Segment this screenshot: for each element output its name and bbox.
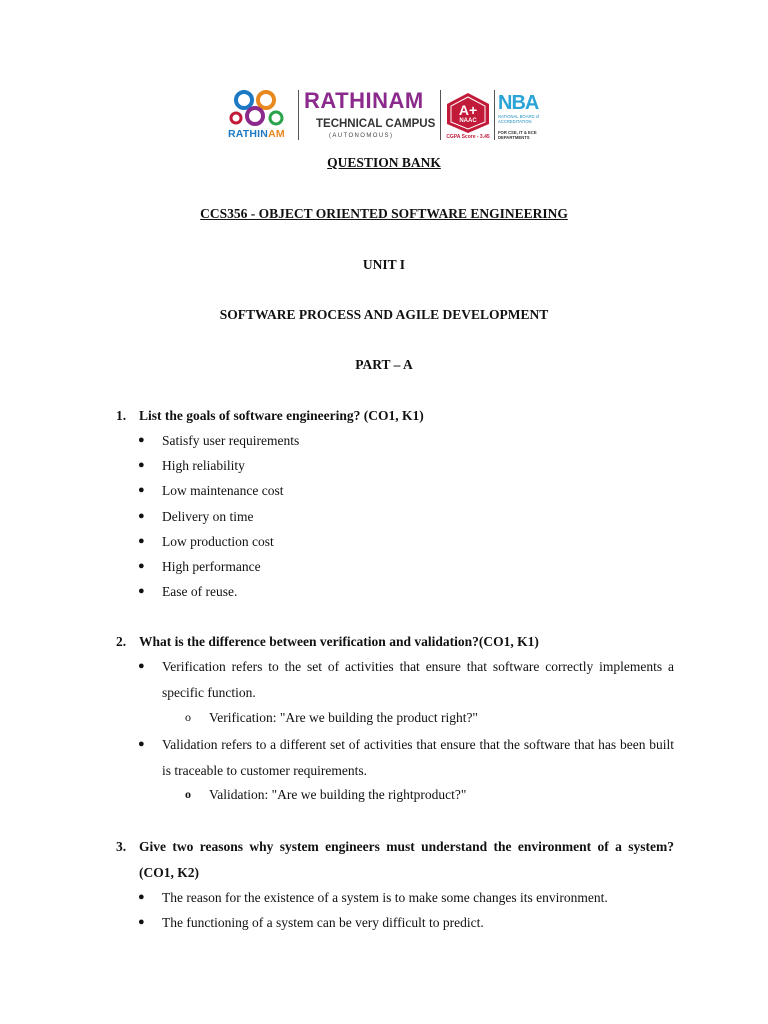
bullet-icon: ● [138, 891, 145, 903]
nba-full-name: NATIONAL BOARD of ACCREDITATION [498, 114, 540, 124]
question-1 [116, 403, 676, 429]
document-page: RATHINAM RATHINAM TECHNICAL CAMPUS (AUTONOMOUS) A+ NAAC CGPA Score - 3.45 NBA NATIONAL BOARD of ACCREDITATION FOR CSE, IT & ECE DEPARTMENTS QUESTION BANK CCS356 - OBJECT ORIENTED SOFTWARE ENGINEERING UNIT I SOFTWARE PROCESS AND AGILE DEVELOPMENT PART – A 1. List the goals of software engineering? (CO1, K1) ● Satisfy user requirements ● High reliability ● Low maintenance cost ● Delivery on time ● Low production cost ● High performance ● Ease of reuse. 2. What is the difference between verification and validation?(CO1, K1) ● Verification refers to the set of activities that ensure that software correctly implements a specific function. o Verification: "Are we building the product right?" ● Validation refers to a different set of activities that ensure that the software that has been built is traceable to customer requirements. o Validation: "Are we building the rightproduct?" 3. Give two reasons why system engineers must understand the environment of a system? (CO1, K2) ● The reason for the existence of a system is to make some changes its environment. ● The functioning of a system can be very difficult to predict. [0, 0, 768, 1024]
question-text: What is the difference between verification and validation?(CO1, K1) [139, 634, 539, 649]
naac-badge [444, 92, 492, 140]
bullet-icon: ● [138, 510, 145, 522]
naac-grade: A+ [458, 102, 478, 118]
unit-number: UNIT I [362, 257, 406, 272]
rathinam-technical-campus-logo [304, 90, 438, 142]
autonomous-label: (AUTONOMOUS) [329, 133, 394, 139]
circle-bullet-icon: o [185, 787, 191, 801]
course-title: CCS356 - OBJECT ORIENTED SOFTWARE ENGINEERING [200, 206, 568, 221]
rings-emblem-icon [226, 86, 294, 130]
question-2 [116, 629, 676, 655]
bullet-icon: ● [138, 484, 145, 496]
naac-score: CGPA Score - 3.45 [446, 134, 490, 140]
nba-departments: FOR CSE, IT & ECE DEPARTMENTS [498, 130, 537, 140]
nba-badge [498, 92, 544, 140]
bullet-icon: ● [138, 738, 145, 750]
rathinam-group-logo [226, 86, 294, 144]
bullet-icon: ● [138, 660, 145, 672]
circle-bullet-icon: o [185, 710, 191, 724]
question-text: Give two reasons why system engineers must understand the environment of a system? (CO1, K2) [139, 839, 674, 880]
campus-name: TECHNICAL CAMPUS [316, 118, 436, 130]
question-text: List the goals of software engineering? (CO1, K1) [139, 408, 424, 423]
bullet-icon: ● [138, 459, 145, 471]
naac-label: NAAC [459, 118, 477, 124]
bullet-icon: ● [138, 434, 145, 446]
bullet-icon: ● [138, 916, 145, 928]
question-number: 2. [116, 634, 127, 649]
rathinam-wordmark: RATHINAM [228, 128, 285, 140]
question-number: 3. [116, 839, 127, 854]
logo-divider [298, 90, 299, 140]
institution-logo-strip [226, 86, 544, 144]
part-heading: PART – A [355, 357, 413, 372]
question-number: 1. [116, 408, 127, 423]
bullet-icon: ● [138, 560, 145, 572]
document-title: QUESTION BANK [327, 155, 441, 170]
nba-mark: NBA [498, 92, 539, 114]
brand-name: RATHINAM [304, 88, 424, 113]
logo-divider [494, 90, 495, 140]
logo-divider [440, 90, 441, 140]
unit-title: SOFTWARE PROCESS AND AGILE DEVELOPMENT [219, 307, 549, 322]
question-3 [116, 834, 676, 886]
bullet-icon: ● [138, 535, 145, 547]
bullet-icon: ● [138, 585, 145, 597]
